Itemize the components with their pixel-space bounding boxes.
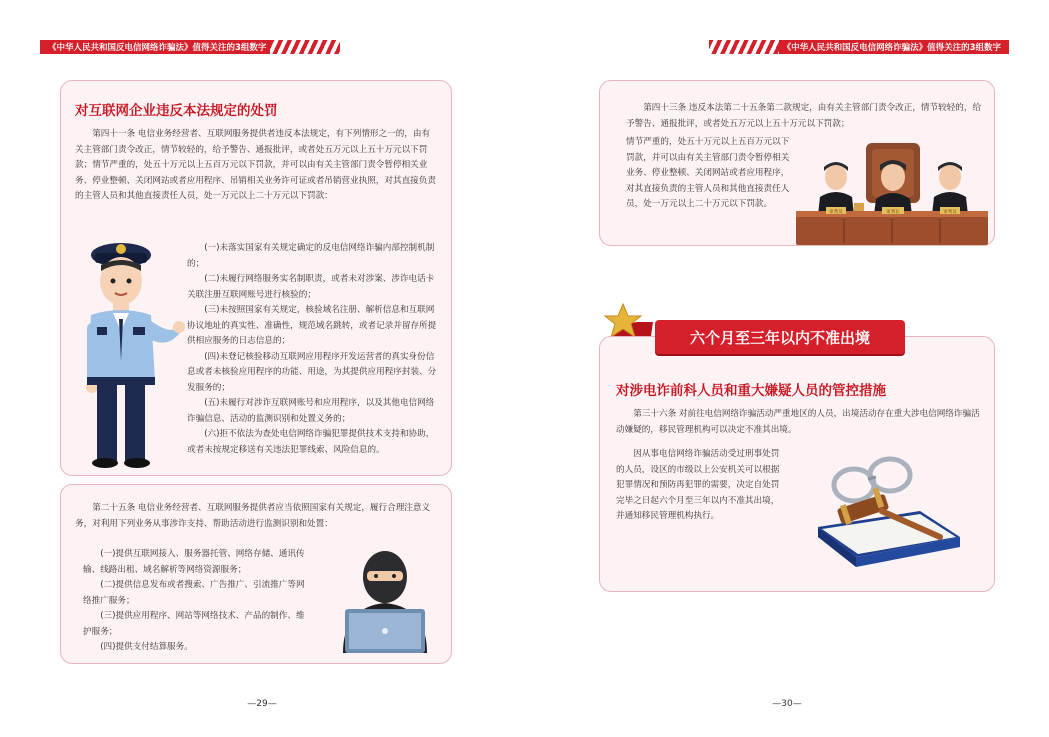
list-item: (五)未履行对涉诈互联网账号和应用程序，以及其他电信网络诈骗信息、活动的监测识别和处置义务的； (187, 398, 435, 424)
exit-ban-card (599, 336, 995, 592)
header-title-left: 《中华人民共和国反电信网络诈骗法》值得关注的3组数字 (48, 43, 267, 53)
article-36-intro: 第三十六条 对前往电信网络诈骗活动严重地区的人员，出境活动存在重大涉电信网络诈骗活动嫌疑的，移民管理机构可以决定不准其出境。 (616, 409, 980, 435)
article-41-intro: 第四十一条 电信业务经营者、互联网服务提供者违反本法规定，有下列情形之一的，由有关主管部门责令改正，情节较轻的，给予警告、通报批评，或者处五万元以上五十万元以下罚款；情节严重的，处五十万元以上五百万元以下罚款，并可以由有关主管部门责令暂停相关业务、停业整顿、关闭网站或者应用程序、吊销相关业务许可证或者吊销营业执照，对其直接负责的主管人员和其他直接责任人员，处一万元以上二十万元以下罚款： (75, 129, 436, 201)
list-item: (四)提供支付结算服务。 (100, 642, 193, 652)
article-43-card (599, 80, 995, 246)
gavel-handcuffs-illustration (810, 449, 976, 579)
judge-label: 审判长 (886, 210, 900, 215)
judge-label: 审判员 (943, 210, 957, 215)
header-bar-right (709, 40, 1009, 54)
penalty-card (60, 80, 452, 476)
service-duty-card (60, 484, 452, 664)
article-41-items (187, 241, 439, 458)
police-officer-illustration (73, 231, 185, 471)
article-25-intro: 第二十五条 电信业务经营者、互联网服务提供者应当依照国家有关规定，履行合理注意义务，对利用下列业务从事涉诈支持、帮助活动进行监测识别和处置： (75, 503, 431, 529)
article-43-text-a: 第四十三条 违反本法第二十五条第二款规定，由有关主管部门责令改正，情节较轻的，给予警告、通报批评，或者处五万元以上五十万元以下罚款； (626, 103, 982, 129)
exit-ban-card-title: 对涉电诈前科人员和重大嫌疑人员的管控措施 (616, 383, 886, 399)
page-number-right: —30— (772, 699, 802, 709)
header-bar-stripes (270, 40, 340, 54)
list-item: (四)未登记核验移动互联网应用程序开发运营者的真实身份信息或者未核验应用程序的功能、用途，为其提供应用程序封装、分发服务的； (187, 351, 437, 393)
exit-ban-banner: 六个月至三年以内不准出境 (655, 320, 905, 354)
list-item: (三)提供应用程序、网站等网络技术、产品的制作、维护服务； (83, 611, 305, 637)
penalty-card-title: 对互联网企业违反本法规定的处罚 (75, 103, 278, 119)
list-item: (一)未落实国家有关规定确定的反电信网络诈骗内部控制机制的； (187, 243, 435, 269)
article-36-detail: 因从事电信网络诈骗活动受过刑事处罚的人员，设区的市级以上公安机关可以根据犯罪情况和预防再犯罪的需要，决定自处罚完毕之日起六个月至三年以内不准其出境，并通知移民管理机构执行。 (616, 449, 780, 521)
header-bar-left (40, 40, 340, 54)
list-item: (六)拒不依法为查处电信网络诈骗犯罪提供技术支持和协助，或者未按规定移送有关违法犯罪线索、风险信息的。 (187, 429, 435, 455)
judges-illustration (796, 141, 988, 245)
right-page (525, 0, 1049, 737)
list-item: (三)未按照国家有关规定，核验域名注册、解析信息和互联网协议地址的真实性、准确性，规范域名跳转，或者记录并留存所提供相应服务的日志信息的； (187, 305, 437, 346)
article-25-items (83, 547, 311, 656)
page-number-left: —29— (247, 699, 277, 709)
judge-label: 审判员 (829, 210, 843, 215)
article-43-text-b: 情节严重的，处五十万元以上五百万元以下罚款，并可以由有关主管部门责令暂停相关业务、停业整顿、关闭网站或者应用程序，对其直接负责的主管人员和其他直接责任人员，处一万元以上二十万元以下罚款。 (626, 137, 790, 209)
list-item: (二)未履行网络服务实名制职责，或者未对涉案、涉诈电话卡关联注册互联网账号进行核验的； (187, 274, 435, 300)
hacker-illustration (329, 543, 441, 653)
header-title-right: 《中华人民共和国反电信网络诈骗法》值得关注的3组数字 (782, 43, 1001, 53)
list-item: (二)提供信息发布或者搜索、广告推广、引流推广等网络推广服务； (83, 580, 305, 606)
left-page (0, 0, 524, 737)
header-bar-stripes (709, 40, 779, 54)
list-item: (一)提供互联网接入、服务器托管、网络存储、通讯传输、线路出租、域名解析等网络资源服务； (83, 549, 305, 575)
